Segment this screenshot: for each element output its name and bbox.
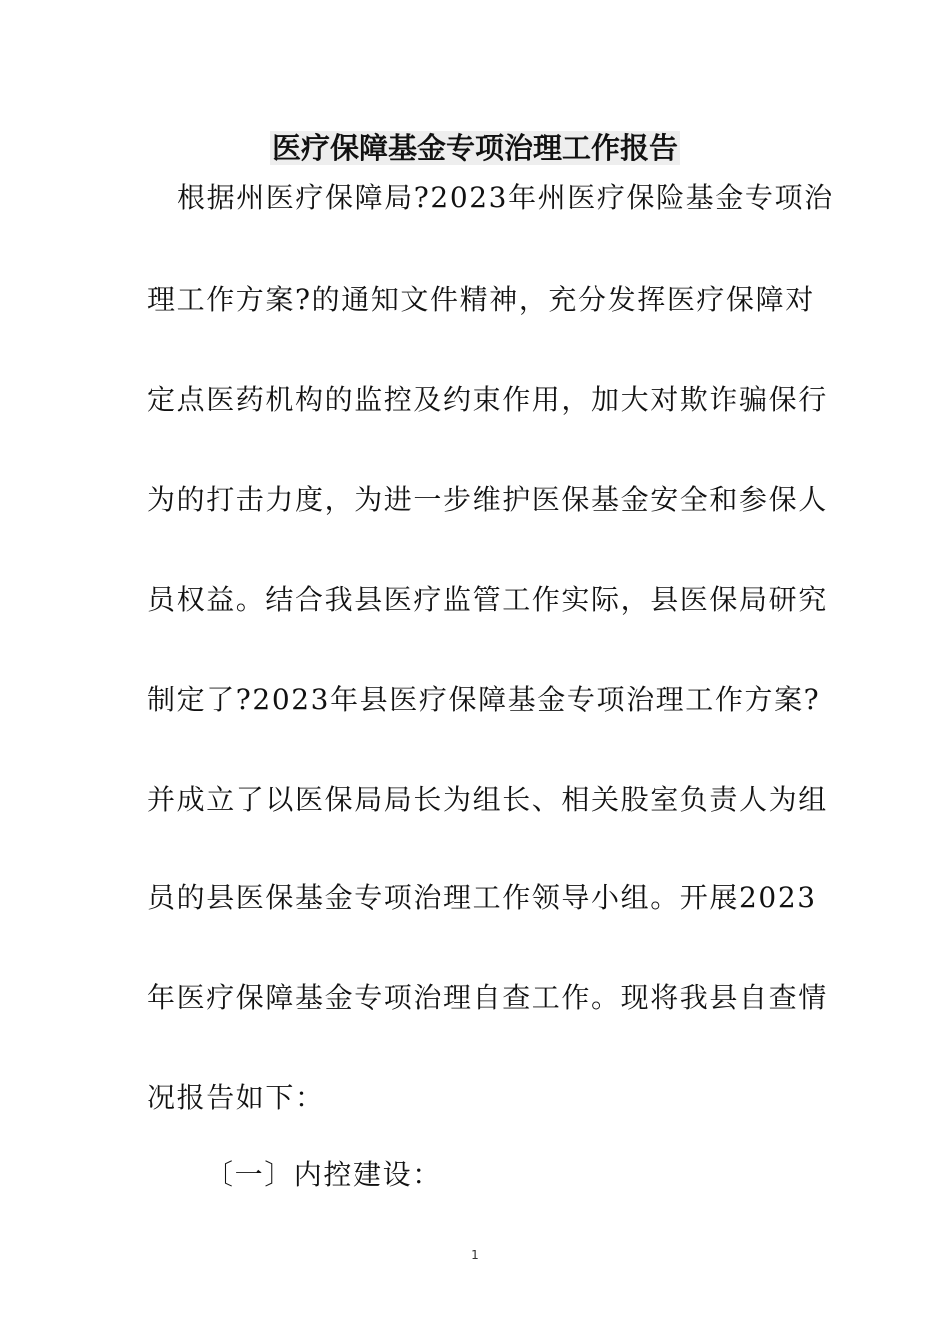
body-line-6: 制定了?2023年县医疗保障基金专项治理工作方案?	[147, 683, 821, 716]
document-title-text: 医疗保障基金专项治理工作报告	[271, 131, 678, 165]
body-line-9: 年医疗保障基金专项治理自查工作。现将我县自查情	[147, 981, 828, 1014]
body-line-10: 况报告如下：	[147, 1081, 325, 1114]
page-number: 1	[471, 1248, 479, 1262]
body-line-4: 为的打击力度，为进一步维护医保基金安全和参保人	[147, 483, 828, 516]
body-line-3: 定点医药机构的监控及约束作用，加大对欺诈骗保行	[147, 383, 828, 416]
body-line-1: 根据州医疗保障局?2023年州医疗保险基金专项治	[177, 181, 834, 214]
section-heading: 〔一〕内控建设：	[205, 1158, 442, 1191]
body-line-7: 并成立了以医保局局长为组长、相关股室负责人为组	[147, 783, 828, 816]
body-line-8: 员的县医保基金专项治理工作领导小组。开展2023	[147, 881, 817, 914]
body-line-5: 员权益。结合我县医疗监管工作实际，县医保局研究	[147, 583, 828, 616]
document-title	[0, 128, 950, 168]
body-line-2: 理工作方案?的通知文件精神，充分发挥医疗保障对	[147, 283, 815, 316]
